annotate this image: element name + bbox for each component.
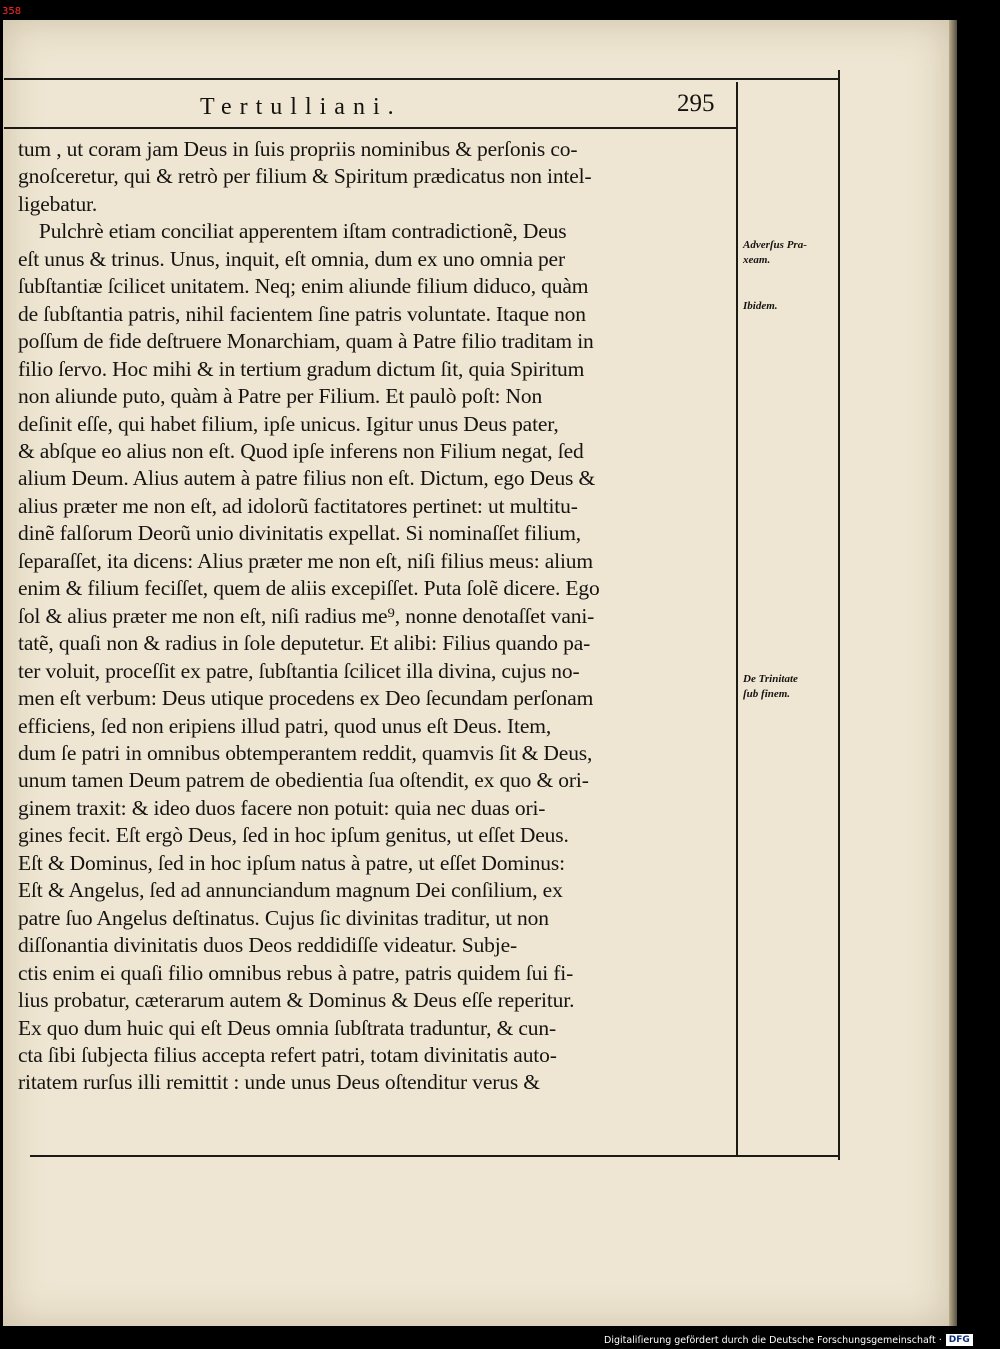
text-line: Pulchrè etiam conciliat apperentem iſtam contradictionẽ, Deus	[18, 219, 567, 244]
running-title: Tertulliani.	[200, 94, 402, 120]
margin-note-ibidem	[743, 299, 835, 314]
text-line: ginem traxit: & ideo duos facere non potuit: quia nec duas ori-	[18, 795, 546, 820]
text-line: ritatem rurſus illi remittit : unde unus Deus oſtenditur verus &	[18, 1070, 540, 1095]
bottom-rule	[30, 1155, 838, 1157]
text-line: & abſque eo alius non eſt. Quod ipſe inferens non Filium negat, ſed	[18, 438, 584, 463]
text-line: cta ſibi ſubjecta filius accepta refert patri, totam divinitatis auto-	[18, 1042, 557, 1067]
text-line: ſol & alius præter me non eſt, niſi radius me⁹, nonne denotaſſet vani-	[18, 603, 595, 628]
credit-text: Digitaliſierung gefördert durch die Deutsche Forschungsgemeinschaft ·	[604, 1334, 942, 1346]
text-line: de ſubſtantia patris, nihil facientem ſine patris voluntate. Itaque non	[18, 301, 586, 326]
text-line: Ex quo dum huic qui eſt Deus omnia ſubſtrata traduntur, & cun-	[18, 1015, 556, 1040]
header-rule	[4, 127, 736, 129]
text-line: dinẽ falſorum Deorũ unio divinitatis expellat. Si nominaſſet filium,	[18, 521, 582, 546]
text-line: ter voluit, proceſſit ex patre, ſubſtantia ſcilicet illa divina, cujus no-	[18, 658, 580, 683]
text-line: filio ſervo. Hoc mihi & in tertium gradum dictum ſit, quia Spiritum	[18, 356, 585, 381]
text-line: tatẽ, quaſi non & radius in ſole deputetur. Et alibi: Filius quando pa-	[18, 631, 591, 656]
margin-note-adversus-praxeam	[743, 238, 835, 268]
page-number: 295	[677, 90, 715, 117]
page-edge	[949, 20, 957, 1326]
text-line: poſſum de fide deſtruere Monarchiam, quam à Patre filio traditam in	[18, 329, 594, 354]
margin-note-line: Adverſus Pra-	[743, 239, 807, 251]
text-line: non aliunde puto, quàm à Patre per Filium. Et paulò poſt: Non	[18, 384, 543, 409]
text-line: diſſonantia divinitatis duos Deos reddidiſſe videatur. Subje-	[18, 933, 518, 958]
dfg-logo: DFG	[946, 1334, 973, 1346]
text-line: patre ſuo Angelus deſtinatus. Cujus ſic divinitas traditur, ut non	[18, 905, 549, 930]
digitization-credit	[604, 1334, 973, 1346]
text-column-rule	[736, 82, 738, 1157]
text-line: ſeparaſſet, ita dicens: Alius præter me non eſt, niſi filius meus: alium	[18, 548, 593, 573]
text-line: deſinit eſſe, qui habet filium, ipſe unicus. Igitur unus Deus pater,	[18, 411, 559, 436]
text-line: alius præter me non eſt, ad idolorũ factitatores pertinet: ut multitu-	[18, 493, 578, 518]
text-line: Eſt & Dominus, ſed in hoc ipſum natus à patre, ut eſſet Dominus:	[18, 850, 565, 875]
margin-column-rule	[838, 70, 840, 1160]
text-line: efficiens, ſed non eripiens illud patri, quod unus eſt Deus. Item,	[18, 713, 552, 738]
text-line: gines fecit. Eſt ergò Deus, ſed in hoc ipſum genitus, ut eſſet Deus.	[18, 823, 569, 848]
body-text	[18, 136, 730, 1097]
text-line: unum tamen Deum patrem de obedientia ſua oſtendit, ex quo & ori-	[18, 768, 589, 793]
text-line: gnoſceretur, qui & retrò per filium & Spiritum prædicatus non intel-	[18, 164, 592, 189]
margin-note-line: De Trinitate	[743, 673, 798, 685]
top-outer-rule	[4, 78, 840, 80]
scan-id-label: 358	[2, 6, 22, 17]
text-line: lius probatur, cæterarum autem & Dominus & Deus eſſe reperitur.	[18, 988, 575, 1013]
text-line: dum ſe patri in omnibus obtemperantem reddit, quamvis ſit & Deus,	[18, 740, 593, 765]
margin-note-line: ſub finem.	[743, 688, 791, 700]
margin-note-line: xeam.	[743, 254, 771, 266]
text-line: alium Deum. Alius autem à patre filius non eſt. Dictum, ego Deus &	[18, 466, 596, 491]
text-line: ſubſtantiæ ſcilicet unitatem. Neq; enim aliunde filium diduco, quàm	[18, 274, 589, 299]
margin-note-line: Ibidem.	[743, 300, 778, 312]
text-line: eſt unus & trinus. Unus, inquit, eſt omnia, dum ex uno omnia per	[18, 246, 565, 271]
text-line: ctis enim ei quaſi filio omnibus rebus à patre, patris quidem ſui fi-	[18, 960, 574, 985]
text-line: men eſt verbum: Deus utique procedens ex Deo ſecundam perſonam	[18, 686, 594, 711]
text-line: tum , ut coram jam Deus in ſuis propriis nominibus & perſonis co-	[18, 137, 578, 161]
text-line: ligebatur.	[18, 191, 98, 216]
text-line: enim & filium feciſſet, quem de aliis excepiſſet. Puta ſolẽ dicere. Ego	[18, 576, 600, 601]
margin-note-de-trinitate	[743, 672, 835, 702]
text-line: Eſt & Angelus, ſed ad annunciandum magnum Dei conſilium, ex	[18, 878, 563, 903]
